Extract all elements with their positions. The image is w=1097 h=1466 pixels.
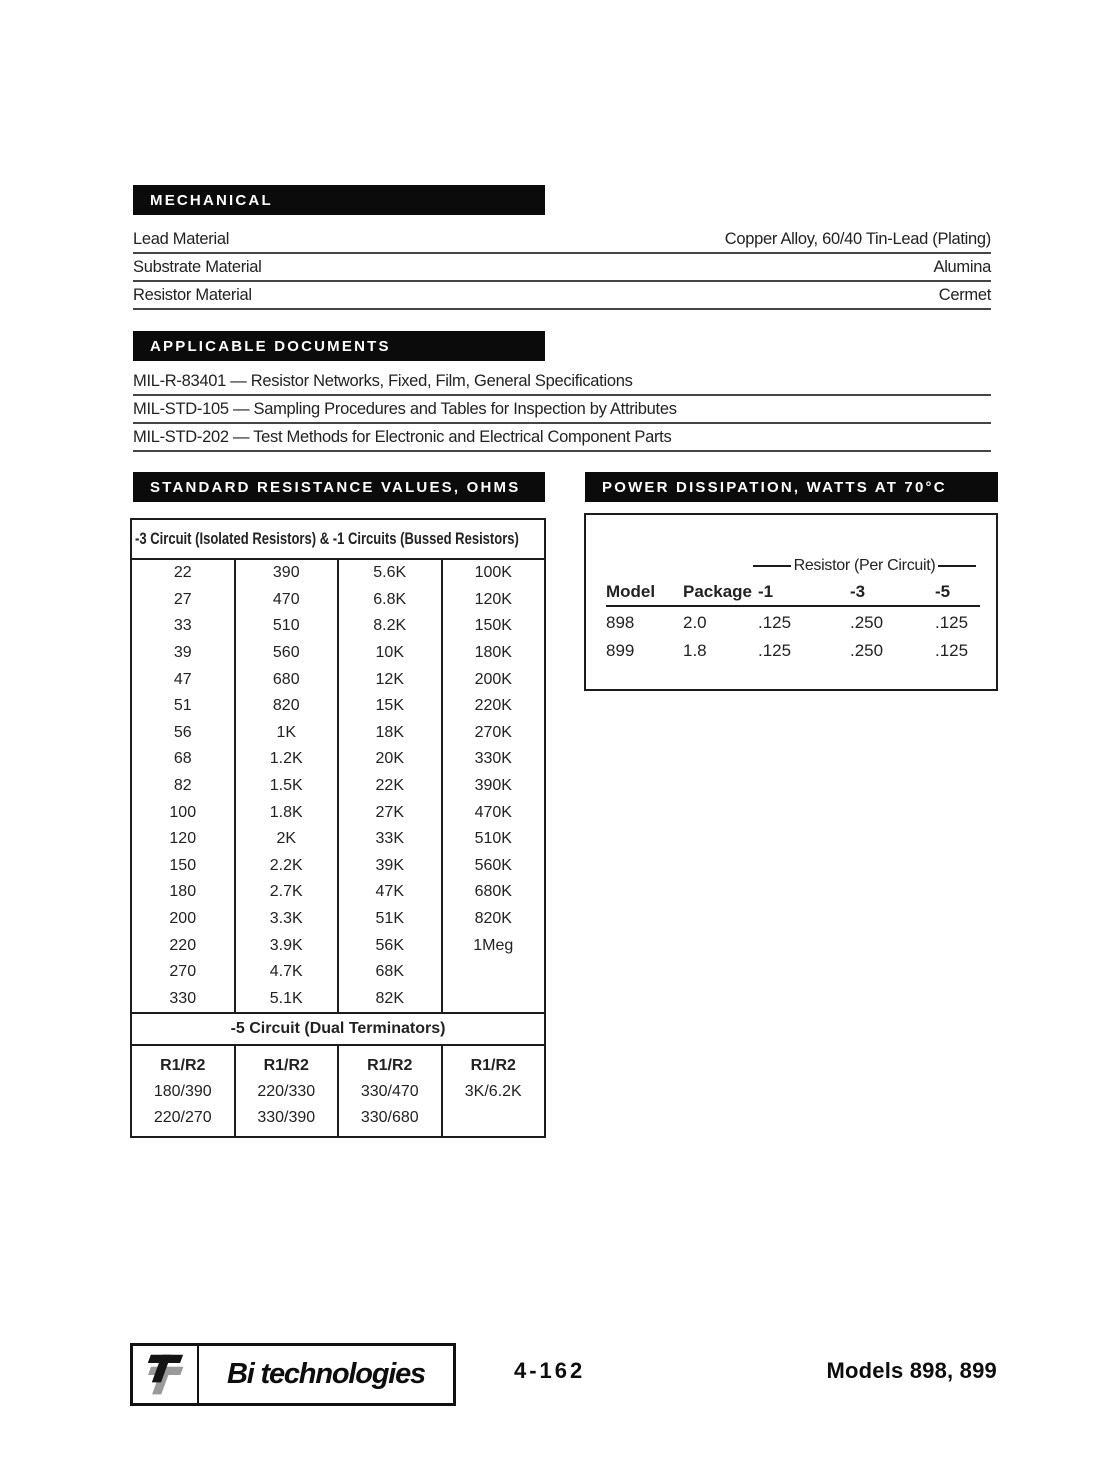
mechanical-spec-list — [133, 226, 991, 310]
group-header-rule-right — [938, 565, 976, 567]
resistance-value: 470 — [272, 590, 300, 608]
resistance-value: 510K — [474, 830, 512, 848]
document-text: MIL-R-83401 — Resistor Networks, Fixed, Film, General Specifications — [133, 371, 633, 390]
resistance-values-grid — [132, 560, 544, 1012]
resistance-value: 100K — [474, 564, 512, 582]
dual-terminator-column — [236, 1046, 340, 1136]
resistance-value: 270 — [169, 963, 197, 981]
group-header-text: Resistor (Per Circuit) — [793, 557, 936, 574]
dual-terminator-value: 330/470 — [360, 1083, 419, 1100]
dual-terminator-value: 220/270 — [153, 1109, 212, 1126]
resistance-table-header — [132, 520, 544, 560]
power-value: .125 — [935, 641, 969, 660]
dual-terminators-grid — [132, 1046, 544, 1136]
power-value: 2.0 — [683, 613, 707, 632]
power-column-header: -3 — [850, 582, 866, 601]
resistance-value: 680K — [474, 883, 512, 901]
spec-row — [133, 226, 991, 254]
spec-value: Cermet — [938, 285, 991, 304]
resistance-value: 220K — [474, 697, 512, 715]
document-text: MIL-STD-202 — Test Methods for Electronic and Electrical Component Parts — [133, 427, 672, 446]
spec-value: Copper Alloy, 60/40 Tin-Lead (Plating) — [724, 229, 991, 248]
dual-terminators-header: -5 Circuit (Dual Terminators) — [132, 1012, 544, 1046]
dual-terminator-value: 330/390 — [257, 1109, 316, 1126]
power-column-header: Model — [606, 582, 656, 601]
resistance-column — [132, 560, 236, 1012]
resistance-value: 270K — [474, 723, 512, 741]
document-row — [133, 396, 991, 424]
brand-name: Bi technologies — [227, 1358, 425, 1390]
dual-terminator-column — [339, 1046, 443, 1136]
dual-terminator-value: 3K/6.2K — [464, 1083, 522, 1100]
resistance-value: 390K — [474, 777, 512, 795]
resistance-value: 510 — [272, 617, 300, 635]
resistance-value — [443, 986, 545, 1013]
resistance-values-table — [130, 518, 546, 1138]
resistance-value: 6.8K — [373, 590, 407, 608]
resistance-value: 18K — [375, 723, 404, 741]
brand-logo — [130, 1343, 456, 1406]
resistance-value: 20K — [375, 750, 404, 768]
dual-column-header: R1/R2 — [367, 1057, 413, 1074]
power-value: .125 — [758, 613, 792, 632]
power-column-header: Package — [683, 582, 752, 601]
resistance-column — [443, 560, 545, 1012]
document-text: MIL-STD-105 — Sampling Procedures and Tables for Inspection by Attributes — [133, 399, 677, 418]
resistance-value: 3.9K — [269, 936, 303, 954]
resistance-value: 56K — [375, 936, 404, 954]
resistance-value: 100 — [169, 803, 197, 821]
spec-row — [133, 282, 991, 310]
resistance-value: 120 — [169, 830, 197, 848]
power-row — [606, 637, 980, 665]
power-table-rows — [606, 609, 980, 665]
section-header-mechanical: MECHANICAL — [133, 185, 545, 215]
spec-value: Alumina — [933, 257, 991, 276]
resistance-value: 68 — [173, 750, 192, 768]
dual-column-header: R1/R2 — [160, 1057, 206, 1074]
resistance-table-header-text: -3 Circuit (Isolated Resistors) & -1 Circuits (Bussed Resistors) — [135, 529, 519, 548]
power-value: 899 — [606, 641, 635, 660]
section-header-power-dissipation: POWER DISSIPATION, WATTS AT 70°C — [585, 472, 998, 502]
resistance-value: 39 — [173, 644, 192, 662]
resistance-value: 12K — [375, 670, 404, 688]
dual-terminator-column — [443, 1046, 545, 1136]
resistance-value: 1.8K — [269, 803, 303, 821]
resistance-value: 68K — [375, 963, 404, 981]
power-column-header: -5 — [935, 582, 951, 601]
document-row — [133, 368, 991, 396]
resistance-value: 1.5K — [269, 777, 303, 795]
resistance-value: 2.2K — [269, 856, 303, 874]
power-value: .125 — [935, 613, 969, 632]
resistance-value: 39K — [375, 856, 404, 874]
power-value: .250 — [850, 641, 884, 660]
resistance-value: 82K — [375, 989, 404, 1007]
resistance-value: 150K — [474, 617, 512, 635]
group-header-rule-left — [753, 565, 791, 567]
resistance-value: 5.1K — [269, 989, 303, 1007]
resistance-value: 1Meg — [473, 936, 514, 954]
power-value: 1.8 — [683, 641, 707, 660]
power-value: .125 — [758, 641, 792, 660]
power-table-header-row — [606, 579, 980, 607]
power-dissipation-table — [584, 513, 998, 691]
resistance-value: 1.2K — [269, 750, 303, 768]
resistance-value: 220 — [169, 936, 197, 954]
resistance-value: 180K — [474, 644, 512, 662]
resistance-value — [443, 959, 545, 986]
resistance-value: 330 — [169, 989, 197, 1007]
models-label: Models 898, 899 — [826, 1358, 997, 1383]
resistance-value: 15K — [375, 697, 404, 715]
resistance-value: 47K — [375, 883, 404, 901]
dual-terminator-value: 180/390 — [153, 1083, 212, 1100]
resistance-value: 51K — [375, 910, 404, 928]
resistance-value: 200K — [474, 670, 512, 688]
page-number: 4-162 — [514, 1358, 586, 1383]
resistance-value: 560K — [474, 856, 512, 874]
resistance-value: 680 — [272, 670, 300, 688]
spec-label: Substrate Material — [133, 257, 262, 276]
section-header-applicable-documents: APPLICABLE DOCUMENTS — [133, 331, 545, 361]
resistance-column — [236, 560, 340, 1012]
resistance-value: 470K — [474, 803, 512, 821]
resistance-column — [339, 560, 443, 1012]
resistance-value: 1K — [276, 723, 297, 741]
spec-label: Lead Material — [133, 229, 230, 248]
power-value: 898 — [606, 613, 635, 632]
dual-terminator-column — [132, 1046, 236, 1136]
power-group-header — [753, 555, 976, 577]
resistance-value: 33K — [375, 830, 404, 848]
power-column-header: -1 — [758, 582, 774, 601]
resistance-value: 180 — [169, 883, 197, 901]
resistance-value: 820K — [474, 910, 512, 928]
resistance-value: 8.2K — [373, 617, 407, 635]
document-row — [133, 424, 991, 452]
section-header-standard-resistance-values: STANDARD RESISTANCE VALUES, OHMS — [133, 472, 545, 502]
resistance-value: 2.7K — [269, 883, 303, 901]
dual-terminator-value: 330/680 — [360, 1109, 419, 1126]
resistance-value: 4.7K — [269, 963, 303, 981]
resistance-value: 560 — [272, 644, 300, 662]
dual-column-header: R1/R2 — [470, 1057, 516, 1074]
spec-row — [133, 254, 991, 282]
resistance-value: 5.6K — [373, 564, 407, 582]
resistance-value: 2K — [276, 830, 297, 848]
resistance-value: 330K — [474, 750, 512, 768]
resistance-value: 200 — [169, 910, 197, 928]
resistance-value: 27K — [375, 803, 404, 821]
resistance-value: 150 — [169, 856, 197, 874]
resistance-value: 56 — [173, 723, 192, 741]
resistance-value: 33 — [173, 617, 192, 635]
resistance-value: 22 — [173, 564, 192, 582]
resistance-value: 27 — [173, 590, 192, 608]
resistance-value: 120K — [474, 590, 512, 608]
resistance-value: 47 — [173, 670, 192, 688]
dual-column-header: R1/R2 — [263, 1057, 309, 1074]
resistance-value: 390 — [272, 564, 300, 582]
applicable-documents-list — [133, 368, 991, 452]
spec-label: Resistor Material — [133, 285, 252, 304]
power-row — [606, 609, 980, 637]
resistance-value: 22K — [375, 777, 404, 795]
resistance-value: 82 — [173, 777, 192, 795]
resistance-value: 3.3K — [269, 910, 303, 928]
resistance-value: 820 — [272, 697, 300, 715]
resistance-value: 51 — [173, 697, 192, 715]
resistance-value: 10K — [375, 644, 404, 662]
tt-logo-icon — [133, 1346, 199, 1403]
dual-terminator-value: 220/330 — [257, 1083, 316, 1100]
power-value: .250 — [850, 613, 884, 632]
